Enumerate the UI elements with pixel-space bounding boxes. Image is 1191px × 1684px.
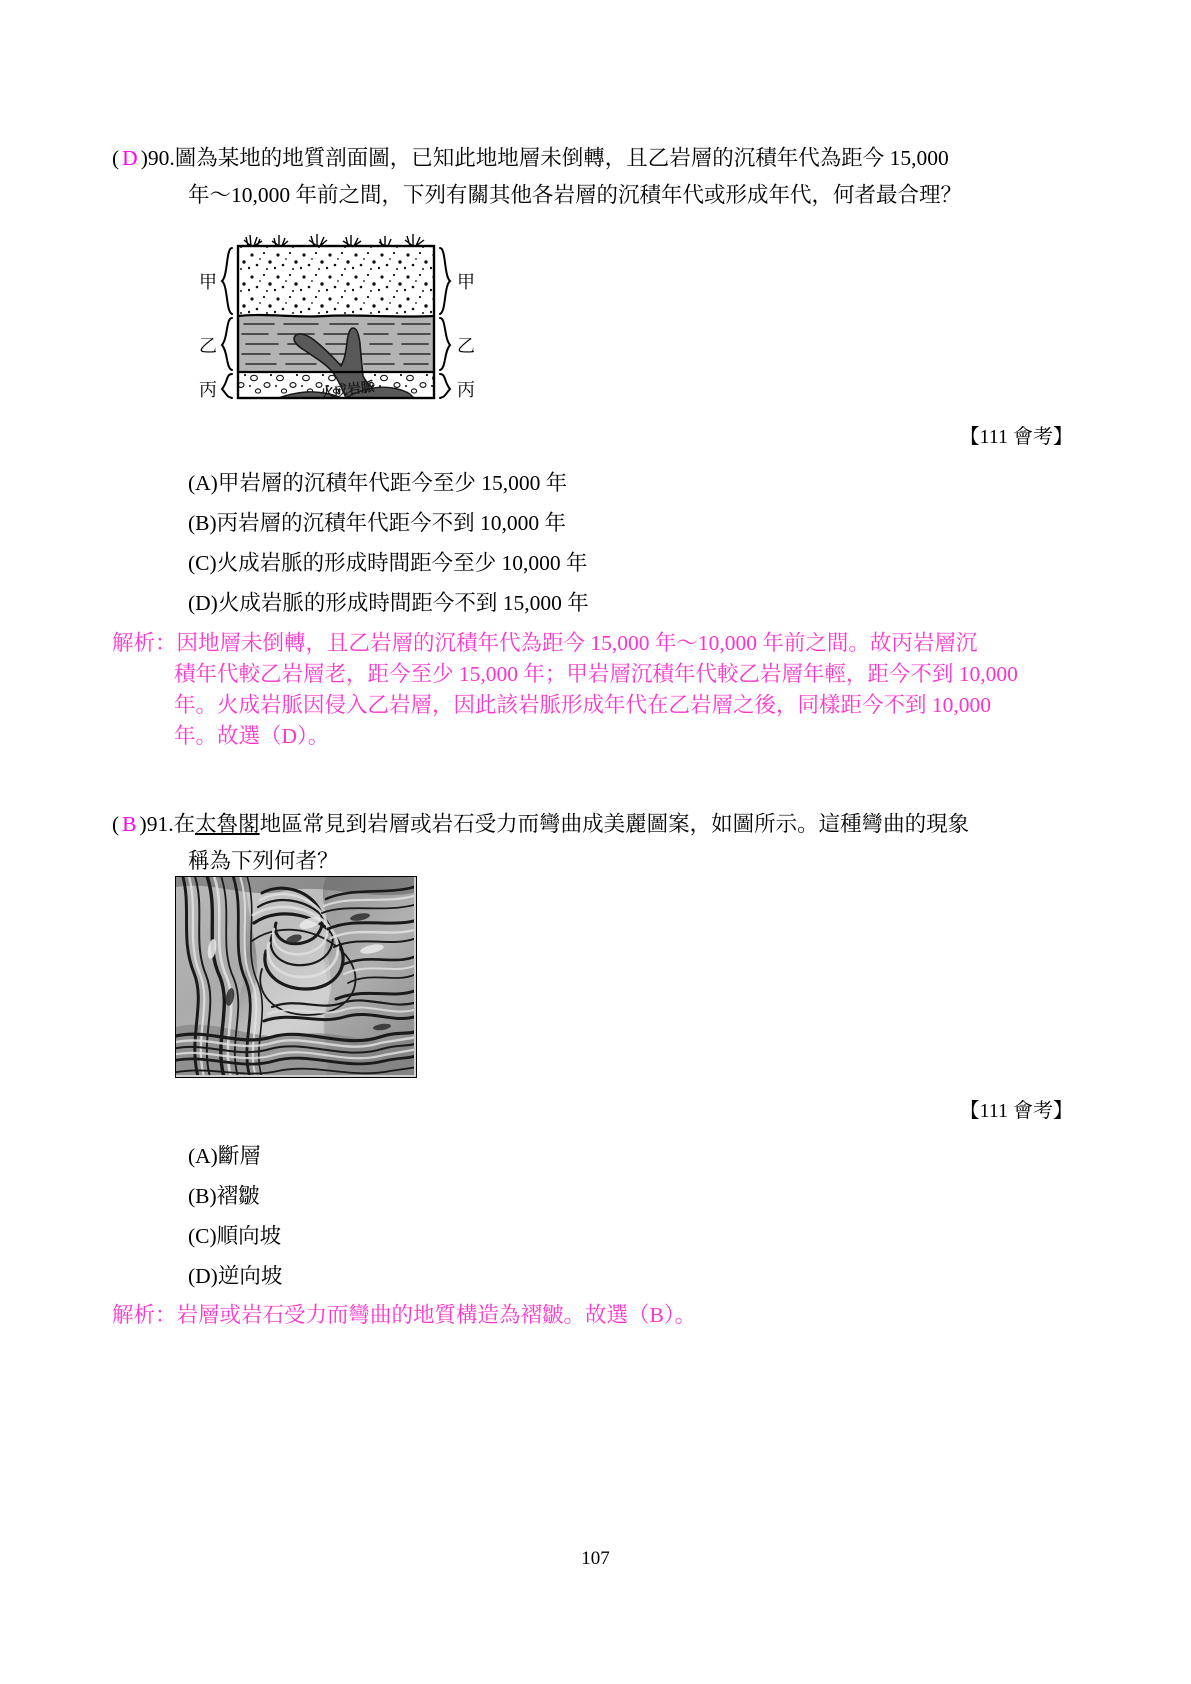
question-90-explanation	[112, 628, 1072, 752]
layer-label-left-bing: 丙	[199, 380, 217, 400]
question-90-number: 90.	[147, 146, 175, 170]
question-91-stem-underlined-term: 太魯閣	[195, 812, 260, 836]
question-91-answer-marker: ( B )	[112, 812, 147, 836]
geological-cross-section-figure	[196, 228, 488, 408]
folded-rock-photo-figure	[175, 876, 417, 1078]
question-91-stem-line1-rest: 地區常見到岩層或岩石受力而彎曲成美麗圖案，如圖所示。這種彎曲的現象	[259, 812, 970, 836]
layer-label-right-yi: 乙	[457, 336, 475, 356]
layer-label-right-jia: 甲	[457, 272, 475, 292]
question-90-option-a[interactable]: (A)甲岩層的沉積年代距今至少 15,000 年	[188, 471, 568, 495]
question-90-explanation-line3: 年。火成岩脈因侵入乙岩層，因此該岩脈形成年代在乙岩層之後，同樣距今不到 10,000	[174, 693, 992, 717]
question-91-stem-prefix: 在	[173, 812, 196, 836]
page-number: 107	[581, 1548, 610, 1569]
question-91-explanation: 解析：岩層或岩石受力而彎曲的地質構造為褶皺。故選（B）。	[112, 1303, 697, 1327]
question-91-option-b[interactable]: (B)褶皺	[188, 1184, 260, 1208]
left-braces	[222, 248, 232, 398]
question-90-stem	[112, 140, 1072, 214]
layer-label-left-yi: 乙	[199, 336, 217, 356]
question-90-option-c[interactable]: (C)火成岩脈的形成時間距今至少 10,000 年	[188, 551, 588, 575]
question-90-stem-line1: 圖為某地的地質剖面圖，已知此地地層未倒轉，且乙岩層的沉積年代為距今 15,000	[174, 146, 949, 170]
question-90-explanation-line1: 因地層未倒轉，且乙岩層的沉積年代為距今 15,000 年～10,000 年前之間。故丙岩層沉	[176, 631, 978, 655]
question-90-explanation-line2: 積年代較乙岩層老，距今至少 15,000 年；甲岩層沉積年代較乙岩層年輕，距今不到 10,000	[174, 662, 1018, 686]
question-91-source-tag: 【111 會考】	[959, 1100, 1073, 1122]
layer-label-left-jia: 甲	[199, 272, 217, 292]
right-braces	[440, 248, 450, 398]
question-90-option-b[interactable]: (B)丙岩層的沉積年代距今不到 10,000 年	[188, 511, 567, 535]
question-91-stem	[112, 806, 1072, 880]
question-90-answer-letter: D	[122, 146, 138, 170]
layer-label-right-bing: 丙	[457, 380, 475, 400]
layer-jia-fill	[238, 246, 434, 316]
question-91-option-c[interactable]: (C)順向坡	[188, 1224, 282, 1248]
question-90-explanation-line4: 年。故選（D）。	[174, 724, 330, 748]
question-90-answer-marker: ( D )	[112, 146, 148, 170]
question-90-explanation-label: 解析：	[112, 631, 177, 655]
question-91-option-d[interactable]: (D)逆向坡	[188, 1264, 283, 1288]
question-91-number: 91.	[146, 812, 174, 836]
question-90-source-tag: 【111 會考】	[959, 426, 1073, 448]
dike-label: 火成岩脈	[319, 378, 376, 401]
question-91-option-a[interactable]: (A)斷層	[188, 1144, 261, 1168]
grass-tufts	[244, 234, 424, 246]
question-91-stem-line2: 稱為下列何者？	[188, 849, 339, 873]
question-90-option-d[interactable]: (D)火成岩脈的形成時間距今不到 15,000 年	[188, 591, 589, 615]
question-90-stem-line2: 年～10,000 年前之間，下列有關其他各岩層的沉積年代或形成年代，何者最合理？	[188, 183, 963, 207]
question-91-answer-letter: B	[122, 812, 137, 836]
